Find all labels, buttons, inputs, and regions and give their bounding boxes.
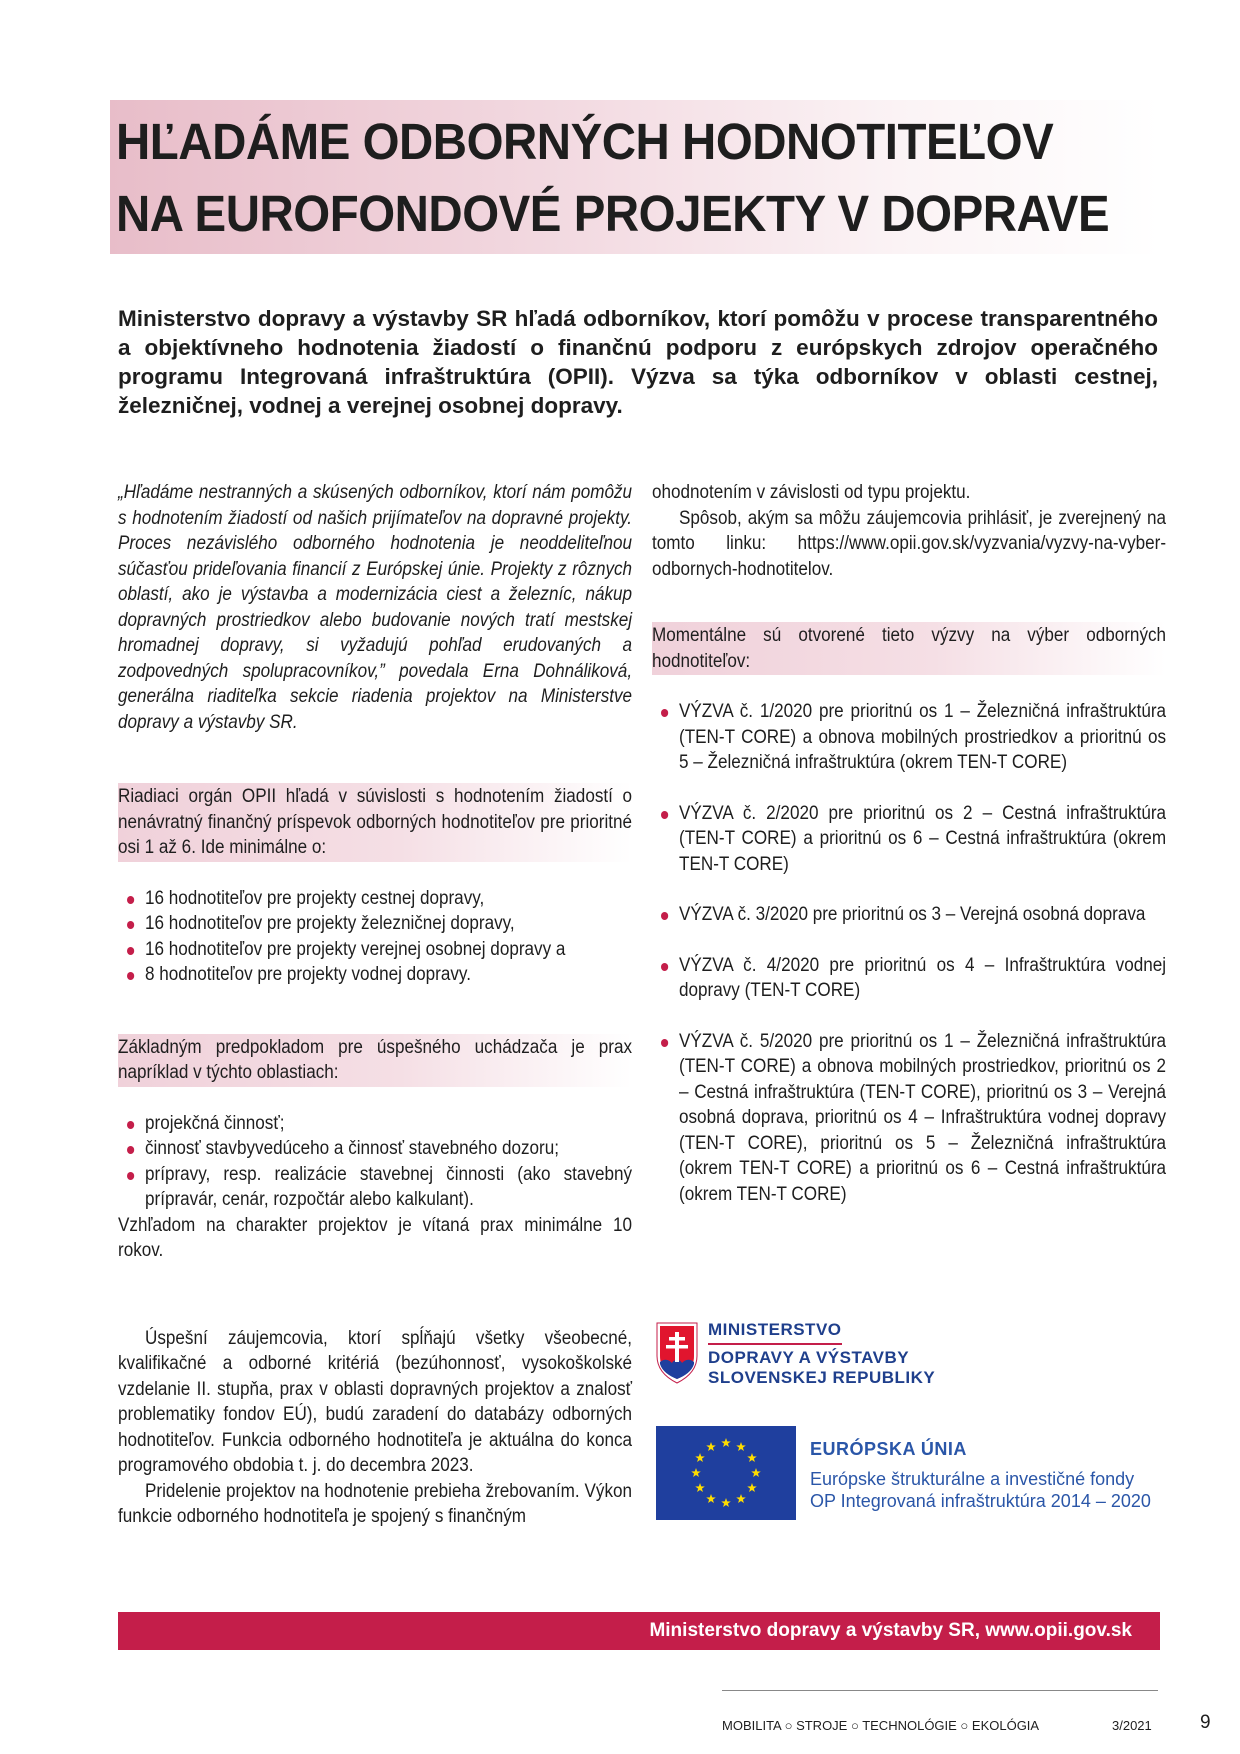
- eu-star-icon: [721, 1438, 731, 1447]
- requirements-list: [118, 1111, 632, 1213]
- eu-star-icon: [691, 1468, 701, 1477]
- footer-issue: 3/2021: [1112, 1718, 1152, 1733]
- title-line-1: HĽADÁME ODBORNÝCH HODNOTITEĽOV: [116, 113, 1054, 170]
- bullet-icon: [127, 972, 134, 980]
- list-item: 16 hodnotiteľov pre projekty železničnej dopravy,: [118, 911, 632, 937]
- quote-paragraph: „Hľadáme nestranných a skúsených odborníkov, ktorí nám pomôžu s hodnotením žiadostí od našich prijímateľov na dopravné projekty. Proces nezávislého odborného hodnotenia je neoddeliteľnou súčasťou prideľovania financií z Európskej únie. Projekty z rôznych oblastí, ako je výstavba a modernizácia ciest a železníc, nákup dopravných prostriedkov alebo budovanie nových tratí mestskej hromadnej dopravy, si vyžadujú pohľad erudovaných a zodpovedných spolupracovníkov,” povedala Erna Dohnáliková, generálna riaditeľka sekcie riadenia projektov na Ministerstve dopravy a výstavby SR.: [118, 482, 633, 733]
- title-line-2: NA EUROFONDOVÉ PROJEKTY V DOPRAVE: [116, 185, 1110, 242]
- list-item: prípravy, resp. realizácie stavebnej činnosti (ako stavebný prípravár, cenár, rozpočtár alebo kalkulant).: [118, 1162, 632, 1213]
- evaluator-count-list: [118, 886, 632, 988]
- list-item: 16 hodnotiteľov pre projekty verejnej osobnej dopravy a: [118, 937, 632, 963]
- page-title: [116, 106, 1110, 250]
- bullet-icon: [661, 811, 668, 819]
- right-column: [652, 480, 1167, 1207]
- footer: [722, 1718, 1158, 1733]
- eu-star-icon: [751, 1468, 761, 1477]
- eu-star-icon: [736, 1442, 746, 1451]
- eu-star-icon: [747, 1483, 757, 1492]
- highlight-open-calls: Momentálne sú otvorené tieto výzvy na výber odborných hodnotiteľov:: [652, 622, 1166, 675]
- list-item: VÝZVA č. 2/2020 pre prioritnú os 2 – Cestná infraštruktúra (TEN-T CORE) a prioritnú os 6 – Cestná infraštruktúra (okrem TEN-T CORE): [652, 801, 1166, 878]
- footer-divider: [722, 1690, 1158, 1691]
- list-item: činnosť stavbyvedúceho a činnosť stavebného dozoru;: [118, 1136, 632, 1162]
- ministry-name-line-1: MINISTERSTVO: [708, 1320, 842, 1345]
- bullet-icon: [127, 921, 134, 929]
- ministry-logo: [656, 1320, 956, 1400]
- eu-funds-line: Európske štrukturálne a investičné fondy: [810, 1469, 1135, 1489]
- footer-sections: MOBILITA ○ STROJE ○ TECHNOLÓGIE ○ EKOLÓGIA: [722, 1718, 1040, 1733]
- list-item: projekčná činnosť;: [118, 1111, 632, 1137]
- ministry-name-line-3: SLOVENSKEJ REPUBLIKY: [708, 1368, 936, 1387]
- eu-programme-line: OP Integrovaná infraštruktúra 2014 – 2020: [810, 1491, 1151, 1511]
- eu-star-icon: [736, 1494, 746, 1503]
- eu-star-icon: [721, 1498, 731, 1507]
- bullet-icon: [661, 709, 668, 717]
- eu-flag-logo: [656, 1426, 796, 1520]
- list-item: VÝZVA č. 1/2020 pre prioritnú os 1 – Železničná infraštruktúra (TEN-T CORE) a obnova mobilných prostriedkov a prioritnú os 5 – Železničná infraštruktúra (okrem TEN-T CORE): [652, 699, 1166, 776]
- slovak-coat-of-arms-icon: [656, 1322, 698, 1384]
- continued-text: ohodnotením v závislosti od typu projektu.: [652, 482, 971, 503]
- eu-logo-text: [810, 1438, 1151, 1512]
- source-bar: [118, 1612, 1160, 1650]
- eu-star-icon: [695, 1453, 705, 1462]
- page-number: 9: [1200, 1712, 1211, 1733]
- bullet-icon: [127, 1146, 134, 1154]
- bullet-icon: [127, 896, 134, 904]
- eu-star-icon: [706, 1442, 716, 1451]
- experience-note: Vzhľadom na charakter projektov je vítaná prax minimálne 10 rokov.: [118, 1214, 633, 1261]
- eu-star-icon: [706, 1494, 716, 1503]
- highlight-evaluators-needed: Riadiaci orgán OPII hľadá v súvislosti s hodnotením žiadostí o nenávratný finančný príspevok odborných hodnotiteľov pre prioritné osi 1 až 6. Ide minimálne o:: [118, 783, 632, 862]
- eu-heading: EURÓPSKA ÚNIA: [810, 1439, 967, 1459]
- eu-star-icon: [747, 1453, 757, 1462]
- highlight-requirements: Základným predpokladom pre úspešného uchádzača je prax napríklad v týchto oblastiach:: [118, 1034, 632, 1087]
- assignment-paragraph: Pridelenie projektov na hodnotenie prebieha žrebovaním. Výkon funkcie odborného hodnotiteľa je spojený s finančným: [118, 1480, 633, 1527]
- list-item: VÝZVA č. 3/2020 pre prioritnú os 3 – Verejná osobná doprava: [652, 902, 1166, 928]
- application-link-paragraph[interactable]: Spôsob, akým sa môžu záujemcovia prihlásiť, je zverejnený na tomto linku: https://www.opii.gov.sk/vyzvania/vyzvy-na-vyber-odbornych-hodnotitelov.: [652, 507, 1167, 580]
- list-item: VÝZVA č. 5/2020 pre prioritnú os 1 – Železničná infraštruktúra (TEN-T CORE) a obnova mobilných prostriedkov, prioritnú os 2 – Cestná infraštruktúra (TEN-T CORE), prioritnú os 3 – Verejná osobná doprava, prioritnú os 4 – Infraštruktúra vodnej dopravy (TEN-T CORE), prioritnú os 5 – Železničná infraštruktúra (okrem TEN-T CORE) a prioritnú os 6 – Cestná infraštruktúra (okrem TEN-T CORE): [652, 1029, 1166, 1208]
- bullet-icon: [127, 1121, 134, 1129]
- ministry-name-line-2: DOPRAVY A VÝSTAVBY: [708, 1348, 910, 1367]
- open-calls-list: [652, 699, 1166, 1207]
- bullet-icon: [661, 1039, 668, 1047]
- bullet-icon: [127, 947, 134, 955]
- list-item: 16 hodnotiteľov pre projekty cestnej dopravy,: [118, 886, 632, 912]
- eu-stars-icon: [656, 1426, 796, 1520]
- bullet-icon: [661, 963, 668, 971]
- list-item: VÝZVA č. 4/2020 pre prioritnú os 4 – Infraštruktúra vodnej dopravy (TEN-T CORE): [652, 953, 1166, 1004]
- bullet-icon: [661, 912, 668, 920]
- list-item: 8 hodnotiteľov pre projekty vodnej dopravy.: [118, 962, 632, 988]
- source-text: Ministerstvo dopravy a výstavby SR, www.opii.gov.sk: [649, 1620, 1132, 1641]
- left-column: [118, 480, 633, 1530]
- lead-paragraph: Ministerstvo dopravy a výstavby SR hľadá odborníkov, ktorí pomôžu v procese transparentného a objektívneho hodnotenia žiadostí o finančnú podporu z európskych zdrojov operačného programu Integrovaná infraštruktúra (OPII). Výzva sa týka odborníkov v oblasti cestnej, železničnej, vodnej a verejnej osobnej dopravy.: [118, 306, 1158, 418]
- bullet-icon: [127, 1172, 134, 1180]
- eu-star-icon: [695, 1483, 705, 1492]
- successful-candidates-paragraph: Úspešní záujemcovia, ktorí spĺňajú všetky všeobecné, kvalifikačné a odborné kritériá (bezúhonnosť, vysokoškolské vzdelanie II. stupňa, prax v oblasti dopravných projektov a znalosť problematiky fondov EÚ), budú zaradení do databázy odborných hodnotiteľov. Funkcia odborného hodnotiteľa je aktuálna do konca programového obdobia t. j. do decembra 2023.: [118, 1327, 633, 1476]
